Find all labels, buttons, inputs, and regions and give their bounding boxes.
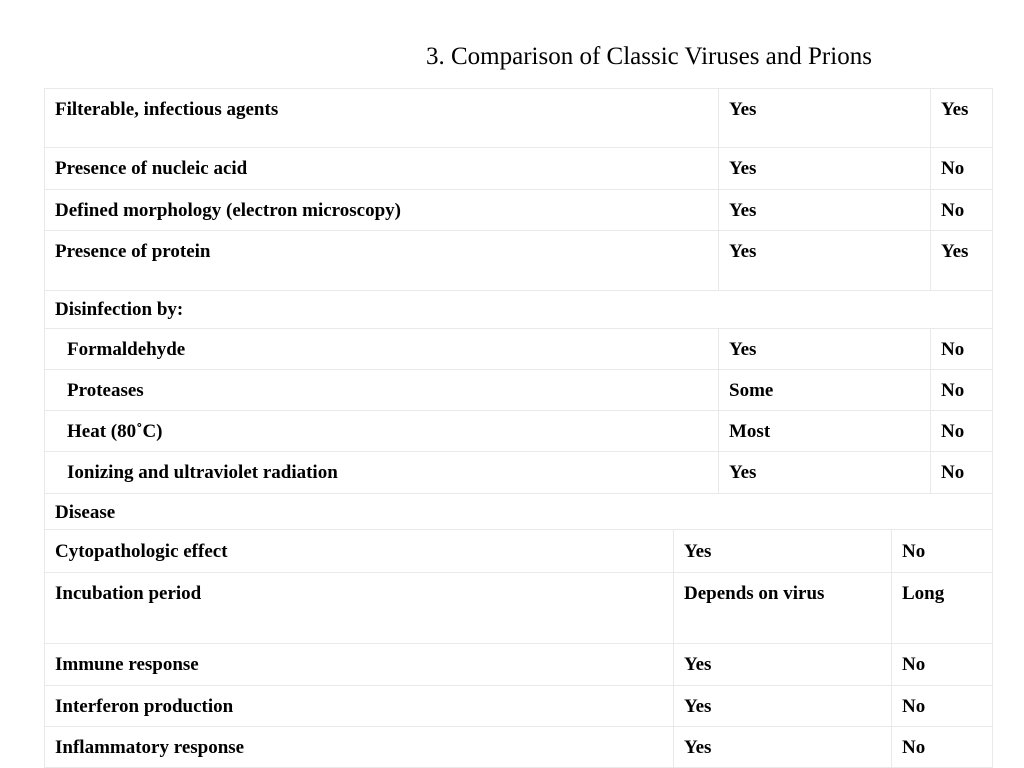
comparison-table-upper (44, 88, 993, 530)
virus-value: Most (719, 411, 931, 452)
table-row (45, 686, 993, 727)
prion-value: Long (892, 573, 993, 644)
virus-value: Yes (719, 148, 931, 190)
table-row (45, 190, 993, 231)
table-row (45, 727, 993, 768)
prion-value: Yes (931, 89, 993, 148)
prion-value: No (931, 329, 993, 370)
row-label: Filterable, infectious agents (45, 89, 719, 148)
prion-value: No (931, 370, 993, 411)
row-label: Proteases (45, 370, 719, 411)
row-label: Presence of nucleic acid (45, 148, 719, 190)
prion-value: No (931, 452, 993, 494)
row-label: Heat (80˚C) (45, 411, 719, 452)
prion-value: No (892, 530, 993, 573)
table-row (45, 89, 993, 148)
table-row (45, 231, 993, 291)
virus-value: Yes (719, 89, 931, 148)
row-label: Presence of protein (45, 231, 719, 291)
row-label: Inflammatory response (45, 727, 674, 768)
table-row (45, 329, 993, 370)
virus-value: Depends on virus (674, 573, 892, 644)
row-label: Cytopathologic effect (45, 530, 674, 573)
row-label: Defined morphology (electron microscopy) (45, 190, 719, 231)
table-row (45, 530, 993, 573)
virus-value: Yes (674, 530, 892, 573)
virus-value: Yes (719, 190, 931, 231)
row-label: Immune response (45, 644, 674, 686)
virus-value: Yes (719, 452, 931, 494)
table-row (45, 573, 993, 644)
virus-value: Yes (674, 686, 892, 727)
prion-value: No (931, 148, 993, 190)
page-title: 3. Comparison of Classic Viruses and Prions (426, 43, 872, 70)
comparison-table-lower (44, 529, 993, 768)
prion-value: Yes (931, 231, 993, 291)
row-label: Interferon production (45, 686, 674, 727)
prion-value: No (931, 190, 993, 231)
virus-value: Some (719, 370, 931, 411)
table-row (45, 411, 993, 452)
virus-value: Yes (674, 644, 892, 686)
prion-value: No (892, 727, 993, 768)
row-label: Incubation period (45, 573, 674, 644)
table-row (45, 452, 993, 494)
section-label: Disinfection by: (45, 291, 993, 329)
virus-value: Yes (719, 329, 931, 370)
prion-value: No (892, 644, 993, 686)
prion-value: No (892, 686, 993, 727)
virus-value: Yes (719, 231, 931, 291)
table-row-section (45, 494, 993, 530)
table-row-section (45, 291, 993, 329)
table-row (45, 148, 993, 190)
virus-value: Yes (674, 727, 892, 768)
table-row (45, 644, 993, 686)
row-label: Formaldehyde (45, 329, 719, 370)
prion-value: No (931, 411, 993, 452)
section-label: Disease (45, 494, 993, 530)
row-label: Ionizing and ultraviolet radiation (45, 452, 719, 494)
table-row (45, 370, 993, 411)
